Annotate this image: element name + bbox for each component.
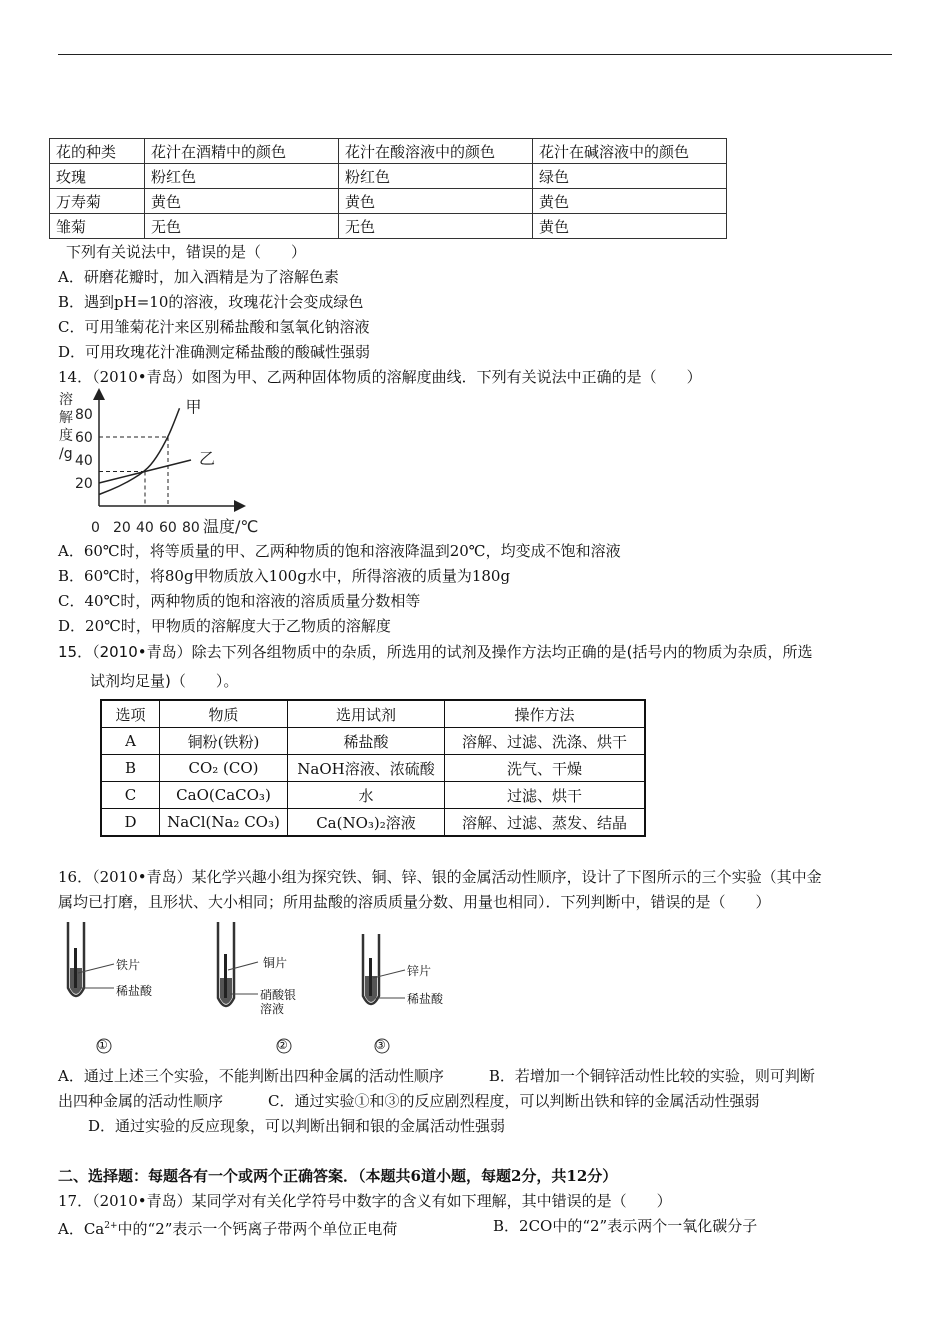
table-cell: 粉红色	[339, 164, 533, 189]
y-axis-label-2: 解	[59, 410, 73, 426]
table-cell: 溶解、过滤、洗涤、烘干	[445, 728, 646, 755]
x-tick-label: 80	[182, 520, 200, 536]
q13-option-a: A．研磨花瓣时，加入酒精是为了溶解色素	[58, 268, 339, 286]
table-cell: 洗气、干燥	[445, 755, 646, 782]
x-tick-label: 20	[113, 520, 131, 536]
y-tick-label: 40	[75, 453, 93, 469]
x-axis-label: 温度/℃	[203, 517, 259, 536]
q14-stem: 14．（2010•青岛）如图为甲、乙两种固体物质的溶解度曲线．下列有关说法中正确的是（ ）	[58, 368, 702, 386]
table-cell: 水	[288, 782, 445, 809]
tube-2-metal-label: 铜片	[263, 956, 288, 970]
table-row	[101, 782, 645, 809]
table-cell: 无色	[145, 214, 339, 239]
q16-options-line1: A．通过上述三个实验，不能判断出四种金属的活动性顺序 B．若增加一个铜锌活动性比较的实验，则可判断	[58, 1067, 815, 1085]
table-cell: C	[101, 782, 160, 809]
test-tube-3-icon	[355, 918, 475, 1058]
y-tick-label: 20	[75, 476, 93, 492]
q16-options-line2: 出四种金属的活动性顺序 C．通过实验①和③的反应剧烈程度，可以判断出铁和锌的金属活动性强弱	[58, 1092, 760, 1110]
impurity-table	[100, 699, 646, 837]
tube-3-liquid-label: 稀盐酸	[407, 992, 444, 1006]
table-header-cell: 选用试剂	[288, 700, 445, 728]
q17-option-a	[58, 1216, 397, 1239]
y-axis-label-4: /g	[59, 446, 73, 462]
table-cell: B	[101, 755, 160, 782]
table-header-cell: 花的种类	[50, 139, 145, 164]
table-cell: 黄色	[533, 189, 727, 214]
tube-1-liquid-label: 稀盐酸	[116, 984, 153, 998]
q14-option-b: B．60℃时，将80g甲物质放入100g水中，所得溶液的质量为180g	[58, 567, 511, 585]
table-cell: 万寿菊	[50, 189, 145, 214]
tube-1-number: ①	[97, 1038, 108, 1052]
table-header-cell: 操作方法	[445, 700, 646, 728]
table-row	[50, 189, 727, 214]
table-row	[101, 700, 645, 728]
table-row	[50, 139, 727, 164]
q14-option-a: A．60℃时，将等质量的甲、乙两种物质的饱和溶液降温到20℃，均变成不饱和溶液	[58, 542, 621, 560]
table-row	[101, 809, 645, 837]
y-tick-label: 80	[75, 407, 93, 423]
table-header-cell: 花汁在碱溶液中的颜色	[533, 139, 727, 164]
table-cell: 稀盐酸	[288, 728, 445, 755]
x-tick-label: 60	[159, 520, 177, 536]
table-row	[50, 214, 727, 239]
q17-stem: 17．（2010•青岛）某同学对有关化学符号中数字的含义有如下理解，其中错误的是（ ）	[58, 1192, 672, 1210]
flower-color-table	[49, 138, 727, 239]
tube-2-liquid-label: 硝酸银溶液	[260, 988, 297, 1016]
table-cell: 黄色	[533, 214, 727, 239]
tube-2-number: ②	[277, 1038, 288, 1052]
q14-option-c: C．40℃时，两种物质的饱和溶液的溶质质量分数相等	[58, 592, 421, 610]
solubility-chart	[55, 388, 295, 538]
table-cell: 雏菊	[50, 214, 145, 239]
table-cell: 过滤、烘干	[445, 782, 646, 809]
q16-options-line3: D．通过实验的反应现象，可以判断出铜和银的金属活动性强弱	[58, 1117, 506, 1135]
tube-3-metal-label: 锌片	[407, 964, 432, 978]
q17-option-a-prefix: A．Ca	[58, 1220, 105, 1238]
table-cell: 黄色	[145, 189, 339, 214]
tube-1-metal-label: 铁片	[116, 958, 141, 972]
table-cell: Ca(NO₃)₂溶液	[288, 809, 445, 837]
table-header-cell: 物质	[160, 700, 288, 728]
table-cell: 黄色	[339, 189, 533, 214]
test-tube-figure	[60, 918, 480, 1058]
q17-option-a-text: 中的“2”表示一个钙离子带两个单位正电荷	[117, 1220, 398, 1238]
table-cell: CaO(CaCO₃)	[160, 782, 288, 809]
series-label-1: 甲	[185, 397, 202, 417]
table-row	[50, 164, 727, 189]
q13-option-d: D．可用玫瑰花汁准确测定稀盐酸的酸碱性强弱	[58, 343, 371, 361]
table-cell: D	[101, 809, 160, 837]
header-rule	[58, 54, 892, 55]
y-axis-label-1: 溶	[59, 392, 73, 408]
section-2-heading: 二、选择题：每题各有一个或两个正确答案．（本题共6道小题，每题2分，共12分）	[58, 1167, 618, 1185]
y-axis-label-3: 度	[59, 428, 73, 444]
table-row	[101, 728, 645, 755]
x-tick-label: 40	[136, 520, 154, 536]
table-cell: 溶解、过滤、蒸发、结晶	[445, 809, 646, 837]
tube-3-number: ③	[375, 1038, 386, 1052]
table-cell: 玫瑰	[50, 164, 145, 189]
q13-stem: 下列有关说法中，错误的是（ ）	[66, 243, 307, 261]
q15-stem-line1: 15．（2010•青岛）除去下列各组物质中的杂质，所选用的试剂及操作方法均正确的是(括号内的物质为杂质，所选	[58, 643, 813, 661]
q13-option-b: B．遇到pH=10的溶液，玫瑰花汁会变成绿色	[58, 293, 364, 311]
series-label-2: 乙	[199, 449, 216, 468]
q15-stem-line2: 试剂均足量)（ ）。	[90, 672, 239, 690]
x-tick-label: 0	[91, 520, 100, 536]
series-line-1	[99, 408, 180, 494]
table-cell: NaCl(Na₂ CO₃)	[160, 809, 288, 837]
q17-option-b: B．2CO中的“2”表示两个一氧化碳分子	[493, 1217, 758, 1235]
table-cell: A	[101, 728, 160, 755]
q17-option-a-superscript: 2+	[104, 1221, 118, 1231]
table-cell: 绿色	[533, 164, 727, 189]
table-cell: 铜粉(铁粉)	[160, 728, 288, 755]
y-tick-label: 60	[75, 430, 93, 446]
table-cell: 粉红色	[145, 164, 339, 189]
q13-option-c: C．可用雏菊花汁来区别稀盐酸和氢氧化钠溶液	[58, 318, 370, 336]
table-cell: NaOH溶液、浓硫酸	[288, 755, 445, 782]
table-cell: 无色	[339, 214, 533, 239]
table-row	[101, 755, 645, 782]
q16-stem-line1: 16．（2010•青岛）某化学兴趣小组为探究铁、铜、锌、银的金属活动性顺序，设计了下图所示的三个实验（其中金	[58, 868, 822, 886]
table-header-cell: 花汁在酒精中的颜色	[145, 139, 339, 164]
q16-stem-line2: 属均已打磨，且形状、大小相同；所用盐酸的溶质质量分数、用量也相同）．下列判断中，错误的是（ ）	[58, 893, 771, 911]
table-header-cell: 选项	[101, 700, 160, 728]
table-header-cell: 花汁在酸溶液中的颜色	[339, 139, 533, 164]
q14-option-d: D．20℃时，甲物质的溶解度大于乙物质的溶解度	[58, 617, 391, 635]
table-cell: CO₂ (CO)	[160, 755, 288, 782]
